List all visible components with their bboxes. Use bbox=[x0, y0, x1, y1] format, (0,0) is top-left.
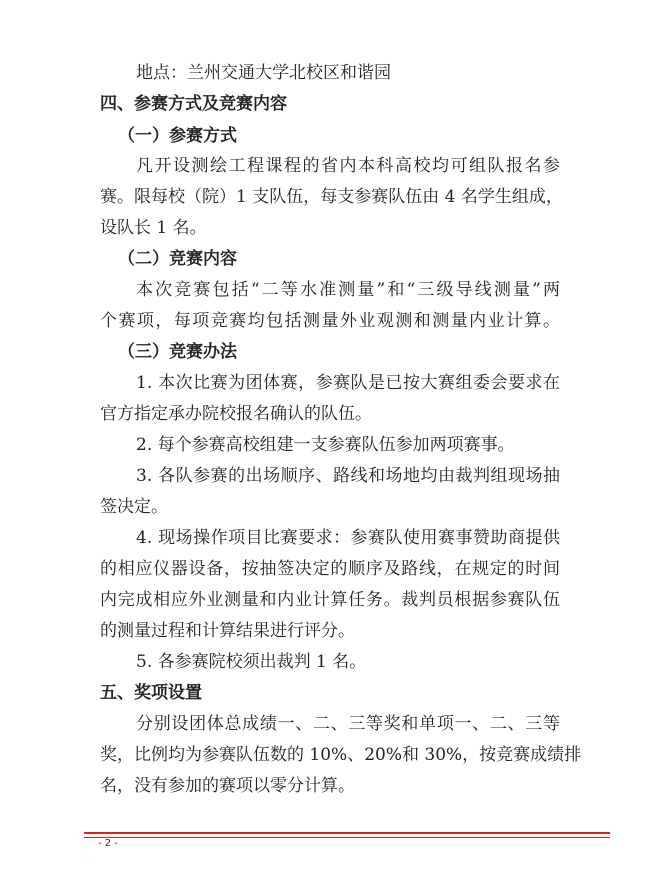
paragraph-line: 个赛项，每项竞赛均包括测量外业观测和测量内业计算。 bbox=[100, 311, 560, 331]
list-item-1: 1. 本次比赛为团体赛，参赛队是已按大赛组委会要求在 bbox=[136, 373, 560, 393]
paragraph-line: 设队长 1 名。 bbox=[100, 218, 207, 238]
footer-rule-thin bbox=[84, 837, 610, 838]
list-item-4-cont: 的相应仪器设备，按抽签决定的顺序及路线，在规定的时间 bbox=[100, 559, 560, 579]
list-item-4-cont: 内完成相应外业测量和内业计算任务。裁判员根据参赛队伍 bbox=[100, 590, 560, 610]
list-item-2: 2. 每个参赛高校组建一支参赛队伍参加两项赛事。 bbox=[136, 435, 515, 455]
subsection-heading-2: （二）竞赛内容 bbox=[118, 249, 237, 269]
venue-line: 地点：兰州交通大学北校区和谐园 bbox=[136, 63, 391, 83]
section-heading-4: 四、参赛方式及竞赛内容 bbox=[100, 94, 287, 114]
paragraph-line: 分别设团体总成绩一、二、三等奖和单项一、二、三等 bbox=[136, 714, 560, 734]
paragraph-line: 凡开设测绘工程课程的省内本科高校均可组队报名参 bbox=[136, 156, 560, 176]
page-number: - 2 - bbox=[98, 838, 118, 849]
footer-rule bbox=[84, 832, 610, 834]
list-item-1-cont: 官方指定承办院校报名确认的队伍。 bbox=[100, 404, 372, 424]
list-item-5: 5. 各参赛院校须出裁判 1 名。 bbox=[136, 652, 367, 672]
paragraph-line: 本次竞赛包括“二等水准测量”和“三级导线测量”两 bbox=[136, 280, 560, 300]
list-item-4: 4. 现场操作项目比赛要求：参赛队使用赛事赞助商提供 bbox=[136, 528, 560, 548]
subsection-heading-3: （三）竞赛办法 bbox=[118, 342, 237, 362]
list-item-3-cont: 签决定。 bbox=[100, 497, 168, 517]
paragraph-line: 名，没有参加的赛项以零分计算。 bbox=[100, 776, 355, 796]
paragraph-line: 赛。限每校（院）1 支队伍，每支参赛队伍由 4 名学生组成， bbox=[100, 187, 563, 207]
paragraph-line: 奖，比例均为参赛队伍数的 10%、20%和 30%，按竞赛成绩排 bbox=[100, 745, 582, 765]
section-heading-5: 五、奖项设置 bbox=[100, 683, 202, 703]
subsection-heading-1: （一）参赛方式 bbox=[118, 126, 237, 146]
list-item-3: 3. 各队参赛的出场顺序、路线和场地均由裁判组现场抽 bbox=[136, 466, 560, 486]
list-item-4-cont: 的测量过程和计算结果进行评分。 bbox=[100, 621, 355, 641]
